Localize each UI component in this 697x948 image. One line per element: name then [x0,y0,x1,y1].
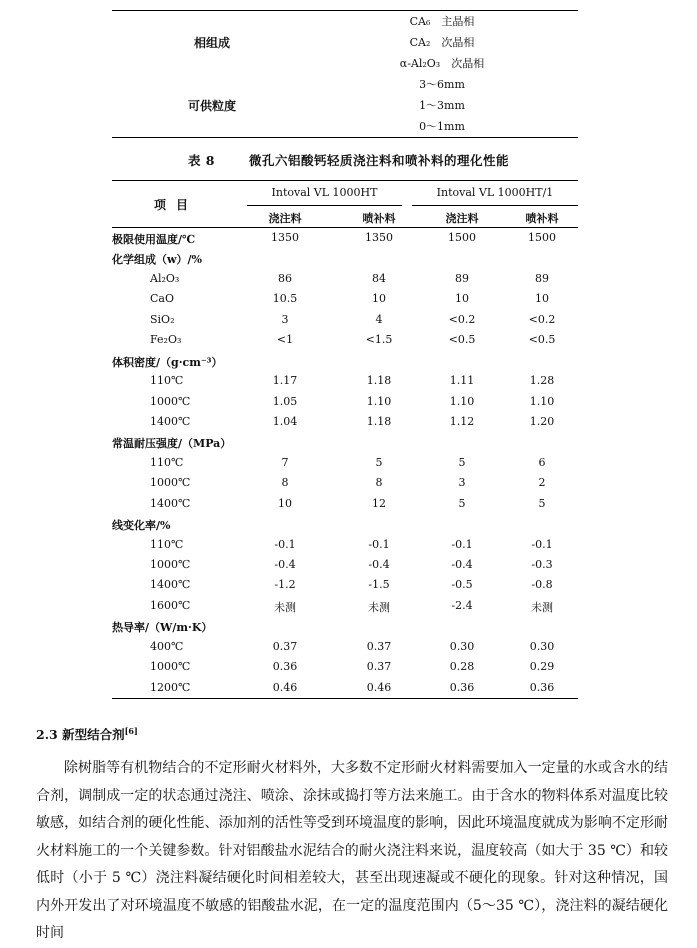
body-text [36,755,668,948]
table-title: 微孔六铝酸钙轻质浇注料和喷补料的理化性能 [249,153,510,168]
row-label: 化学组成（w）/% [112,253,202,267]
table-cell: 1.12 [449,414,475,428]
table-row [112,535,578,555]
row-label: 体积密度/（g·cm⁻³） [112,355,223,369]
table-cell: <0.5 [448,333,476,347]
row-label: 110℃ [150,374,184,388]
table-cell: 10 [278,496,292,510]
sub-header: 浇注料 [445,212,479,225]
table-cell: 5 [538,496,546,510]
table-row [112,657,578,677]
table-cell: <0.2 [528,312,556,326]
table-cell: 2 [538,476,546,490]
table-cell: 1.20 [529,414,555,428]
row-label: 1000℃ [150,394,191,408]
table-cell: 86 [278,271,292,285]
table-row [112,494,578,514]
table-cell: 0.30 [529,639,555,653]
header-rule [247,205,402,206]
table-cell: 未测 [368,600,390,614]
table-number: 表 8 [187,153,216,168]
sub-header: 喷补料 [525,212,559,225]
table-row [112,596,578,616]
row-label: Fe₂O₃ [150,333,182,347]
table-cell: 1.04 [272,414,298,428]
table-row [112,453,578,473]
table-cell: 89 [455,271,469,285]
table-cell: 1.17 [272,374,298,388]
table-cell: -0.1 [274,537,296,551]
row-label: 热导率/（W/m·K） [112,621,213,635]
table-cell: 1.05 [272,394,298,408]
paragraph: 除树脂等有机物结合的不定形耐火材料外，大多数不定形耐火材料需要加入一定量的水或含水的结合剂，调制成一定的状态通过浇注、喷涂、涂抹或捣打等方法来施工。由于含水的物料体系对温度比较敏感，如结合剂的硬化性能、添加剂的活性等受到环境温度的影响，因此环境温度就成为影响不定形耐火材料施工的一个关键参数。针对铝酸盐水泥结合的耐火浇注料来说，温度较高（如大于 35 ℃）和较低时（小于 5 ℃）浇注料凝结硬化时间相差较大，甚至出现速凝或不硬化的现象。针对这种情况，国内外开发出了对环境温度不敏感的铝酸盐水泥，在一定的温度范围内（5～35 ℃），浇注料的凝结硬化时间 [36,760,668,941]
table-cell: 0.36 [449,680,475,694]
table-cell: 1.28 [529,374,555,388]
sub-header: 喷补料 [362,212,396,225]
table-cell: -0.8 [531,578,553,592]
row-label: 110℃ [150,537,184,551]
table-cell: 5 [458,455,466,469]
table-cell: 5 [458,496,466,510]
table-cell: 0.37 [366,660,392,674]
row-label: 1400℃ [150,578,191,592]
table-cell: <1 [276,333,294,347]
table-cell: 1.10 [366,394,392,408]
table-row [112,330,578,350]
grain-value: 0～1mm [419,120,465,133]
table-cell: 1.18 [366,414,392,428]
table-cell: 0.29 [529,660,555,674]
table-cell: -0.1 [368,537,390,551]
row-label: 1400℃ [150,414,191,428]
table-cell: 1.10 [529,394,555,408]
row-label: 1000℃ [150,660,191,674]
row-label: 1000℃ [150,558,191,571]
table-cell: -2.4 [451,598,473,612]
row-label: 400℃ [150,639,184,653]
table-cell: 84 [372,271,386,285]
table-caption [0,151,697,169]
table-cell: 7 [281,455,289,469]
table-cell: -1.2 [274,578,296,592]
table-cell: 8 [375,476,383,490]
row-label: 常温耐压强度/（MPa） [112,437,232,451]
table-cell: 1350 [271,231,299,244]
table-row [112,432,578,452]
row-label: CaO [150,292,174,306]
table-row [112,269,578,289]
table-cell: 1.11 [449,374,475,388]
table-row [112,392,578,412]
table-cell: 未测 [274,600,296,614]
row-label: 1000℃ [150,476,191,490]
phase-table [112,10,578,138]
table-cell: <0.5 [528,333,556,347]
row-label: Al₂O₃ [150,271,180,285]
row-label: SiO₂ [150,312,175,326]
table-cell: 0.36 [272,660,298,674]
table-cell: 0.37 [272,639,298,653]
table-cell: 10 [455,292,469,306]
table-cell: 6 [538,455,546,469]
table-cell: 1500 [448,231,476,244]
section-ref: [6] [124,725,138,736]
table-body [112,228,578,698]
table-row [112,412,578,432]
grain-group [112,74,578,137]
table-cell: 4 [375,312,383,326]
table-cell: <1.5 [365,333,393,347]
row-label: 线变化率/% [112,519,171,533]
table-cell: 1.10 [449,394,475,408]
table-cell: 0.36 [529,680,555,694]
phase-value: CA₂ 次晶相 [409,36,475,49]
table-cell: 10 [372,292,386,306]
phase-group [112,11,578,74]
table-cell: <0.2 [448,312,476,326]
row-label: 极限使用温度/℃ [112,233,196,246]
table-cell: 8 [281,476,289,490]
table-cell: -0.5 [451,578,473,592]
grain-value: 3～6mm [419,78,465,91]
table-row [112,555,578,575]
table-row [112,371,578,391]
table-row [112,637,578,657]
product2-header: Intoval VL 1000HT/1 [436,186,554,199]
table-cell: 1.18 [366,374,392,388]
table-cell: 10 [535,292,549,306]
phase-label: 相组成 [193,36,230,50]
table-row [112,514,578,534]
section-heading [36,725,138,743]
table-cell: 12 [372,496,386,510]
table-row [112,351,578,371]
table-cell: 0.46 [272,680,298,694]
table-row [112,310,578,330]
table-cell: 1500 [528,231,556,244]
table-cell: 89 [535,271,549,285]
table-cell: 3 [281,312,289,326]
table-cell: -0.4 [368,558,390,571]
row-label: 1200℃ [150,680,191,694]
row-label: 110℃ [150,455,184,469]
grain-label: 可供粒度 [187,99,236,113]
properties-table [112,180,578,699]
table-cell: 3 [458,476,466,490]
table-row [112,289,578,309]
table-cell: -0.4 [451,558,473,571]
table-cell: -0.1 [531,537,553,551]
phase-value: CA₆ 主晶相 [409,15,475,28]
table-cell: 5 [375,455,383,469]
table-cell: -0.3 [531,558,553,571]
table-cell: 0.46 [366,680,392,694]
table-cell: 0.28 [449,660,475,674]
table-cell: -0.4 [274,558,296,571]
table-row [112,575,578,595]
phase-value: α-Al₂O₃ 次晶相 [399,57,485,70]
sub-header: 浇注料 [268,212,302,225]
header-rule [412,205,578,206]
table-cell: 10.5 [272,292,298,306]
row-label: 1400℃ [150,496,191,510]
table-row [112,616,578,636]
table-row [112,248,578,268]
table-cell: 1350 [365,231,393,244]
table-cell: 0.30 [449,639,475,653]
table-cell: 未测 [531,600,553,614]
table-cell: -1.5 [368,578,390,592]
grain-value: 1～3mm [419,99,465,112]
item-header: 项目 [153,197,198,212]
row-label: 1600℃ [150,598,191,612]
table-row [112,678,578,698]
table-row [112,473,578,493]
table-row [112,228,578,248]
table-cell: 0.37 [366,639,392,653]
table-cell: -0.1 [451,537,473,551]
product1-header: Intoval VL 1000HT [271,186,378,199]
table-header [112,181,578,228]
section-title: 2.3 新型结合剂 [36,727,125,742]
